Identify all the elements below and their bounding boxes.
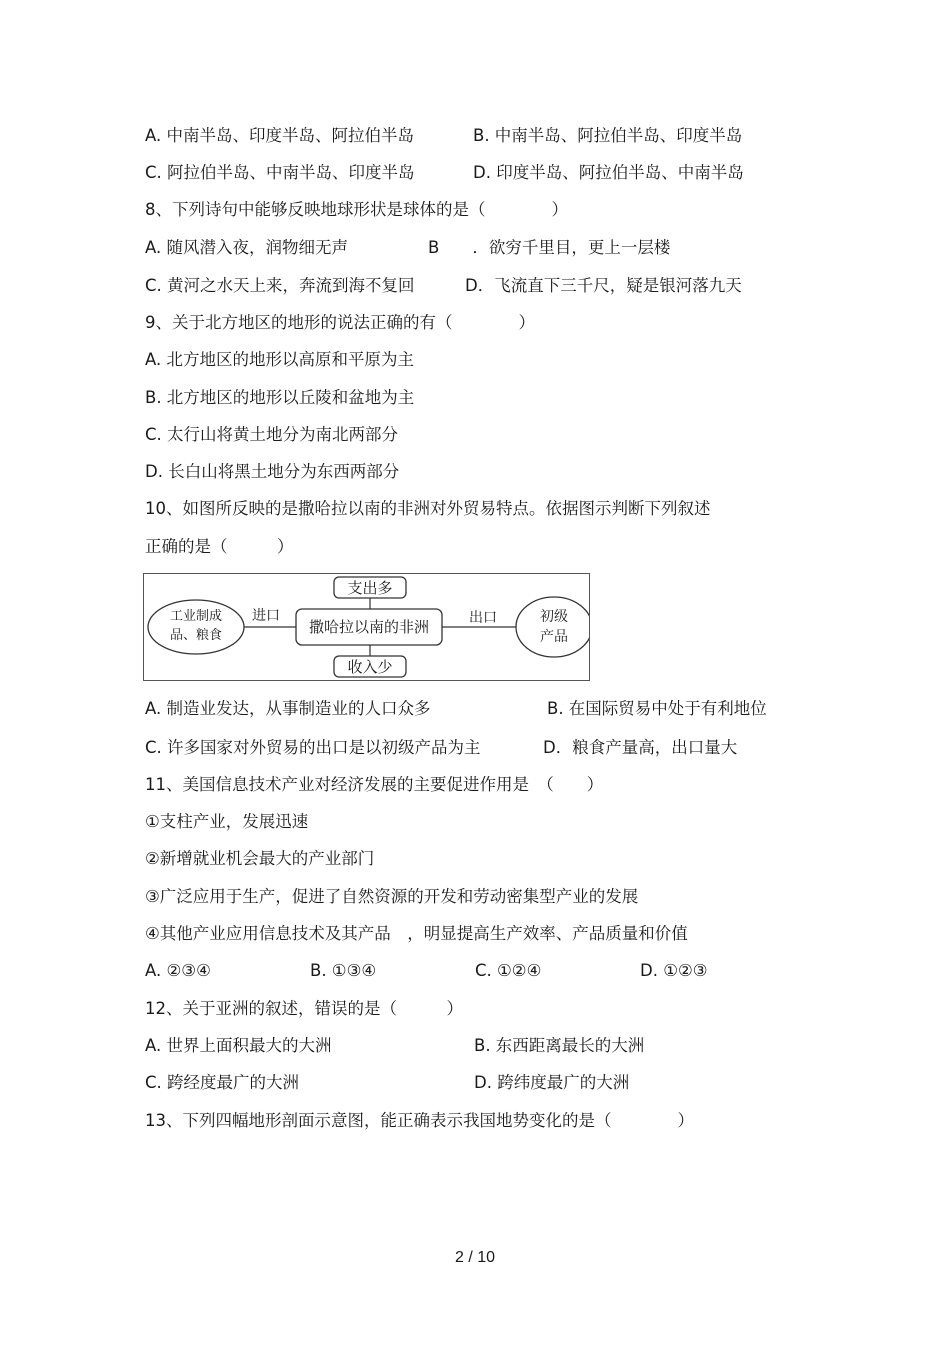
- q7-option-b: B. 中南半岛、阿拉伯半岛、印度半岛: [473, 126, 743, 145]
- q7-option-c: C. 阿拉伯半岛、中南半岛、印度半岛: [145, 163, 415, 182]
- q9-option-d: D. 长白山将黑土地分为东西两部分: [145, 462, 400, 481]
- q12-option-d: D. 跨纬度最广的大洲: [474, 1073, 630, 1092]
- diagram-export-label: 出口: [469, 610, 497, 626]
- diagram-import-label: 进口: [252, 608, 280, 624]
- diagram-center-label: 撒哈拉以南的非洲: [308, 618, 429, 636]
- q9-option-a: A. 北方地区的地形以高原和平原为主: [145, 350, 414, 369]
- trade-diagram: [143, 573, 590, 681]
- diagram-left-line1: 工业制成: [169, 609, 222, 624]
- q11-statement-3: ③广泛应用于生产，促进了自然资源的开发和劳动密集型产业的发展: [145, 887, 639, 906]
- q9-stem: 9、关于北方地区的地形的说法正确的有（ ）: [145, 313, 535, 332]
- q11-stem: 11、美国信息技术产业对经济发展的主要促进作用是 （ ）: [145, 775, 604, 794]
- diagram-right-line2: 产品: [540, 629, 568, 645]
- q12-option-c: C. 跨经度最广的大洲: [145, 1073, 300, 1092]
- q11-option-c: C. ①②④: [475, 961, 542, 980]
- q11-option-b: B. ①③④: [310, 961, 377, 980]
- q9-option-b: B. 北方地区的地形以丘陵和盆地为主: [145, 388, 415, 407]
- q8-stem: 8、下列诗句中能够反映地球形状是球体的是（ ）: [145, 200, 568, 219]
- q7-option-d: D. 印度半岛、阿拉伯半岛、中南半岛: [473, 163, 744, 182]
- q11-statement-1: ①支柱产业，发展迅速: [145, 812, 309, 831]
- diagram-top-label: 支出多: [347, 579, 393, 597]
- q7-option-a: A. 中南半岛、印度半岛、阿拉伯半岛: [145, 126, 414, 145]
- q8-option-b: B ．欲穷千里目，更上一层楼: [428, 238, 671, 257]
- q10-stem-line2: 正确的是（ ）: [145, 537, 294, 556]
- q8-option-a: A. 随风潜入夜，润物细无声: [145, 238, 348, 257]
- q10-option-d: D．粮食产量高，出口量大: [543, 738, 738, 757]
- q12-option-b: B. 东西距离最长的大洲: [474, 1036, 645, 1055]
- q12-option-a: A. 世界上面积最大的大洲: [145, 1036, 332, 1055]
- q10-option-b: B. 在国际贸易中处于有利地位: [547, 699, 767, 718]
- page-number: 2 / 10: [454, 1249, 496, 1266]
- q9-option-c: C. 太行山将黄土地分为南北两部分: [145, 425, 399, 444]
- q11-statement-2: ②新增就业机会最大的产业部门: [145, 849, 375, 868]
- q11-statement-4: ④其他产业应用信息技术及其产品 ，明显提高生产效率、产品质量和价值: [145, 924, 688, 943]
- q10-stem-line1: 10、如图所反映的是撒哈拉以南的非洲对外贸易特点。依据图示判断下列叙述: [145, 499, 711, 518]
- q8-option-c: C. 黄河之水天上来，奔流到海不复回: [145, 276, 415, 295]
- q10-option-a: A. 制造业发达，从事制造业的人口众多: [145, 699, 431, 718]
- q11-option-a: A. ②③④: [145, 961, 211, 980]
- q11-option-d: D. ①②③: [640, 961, 708, 980]
- diagram-right-line1: 初级: [540, 609, 568, 625]
- diagram-bottom-label: 收入少: [347, 658, 393, 676]
- q12-stem: 12、关于亚洲的叙述，错误的是（ ）: [145, 999, 463, 1018]
- ellipse-exports: [516, 597, 589, 657]
- diagram-left-line2: 品、粮食: [169, 628, 222, 643]
- q8-option-d: D．飞流直下三千尺，疑是银河落九天: [465, 276, 742, 295]
- q13-stem: 13、下列四幅地形剖面示意图，能正确表示我国地势变化的是（ ）: [145, 1111, 694, 1130]
- q10-option-c: C. 许多国家对外贸易的出口是以初级产品为主: [145, 738, 481, 757]
